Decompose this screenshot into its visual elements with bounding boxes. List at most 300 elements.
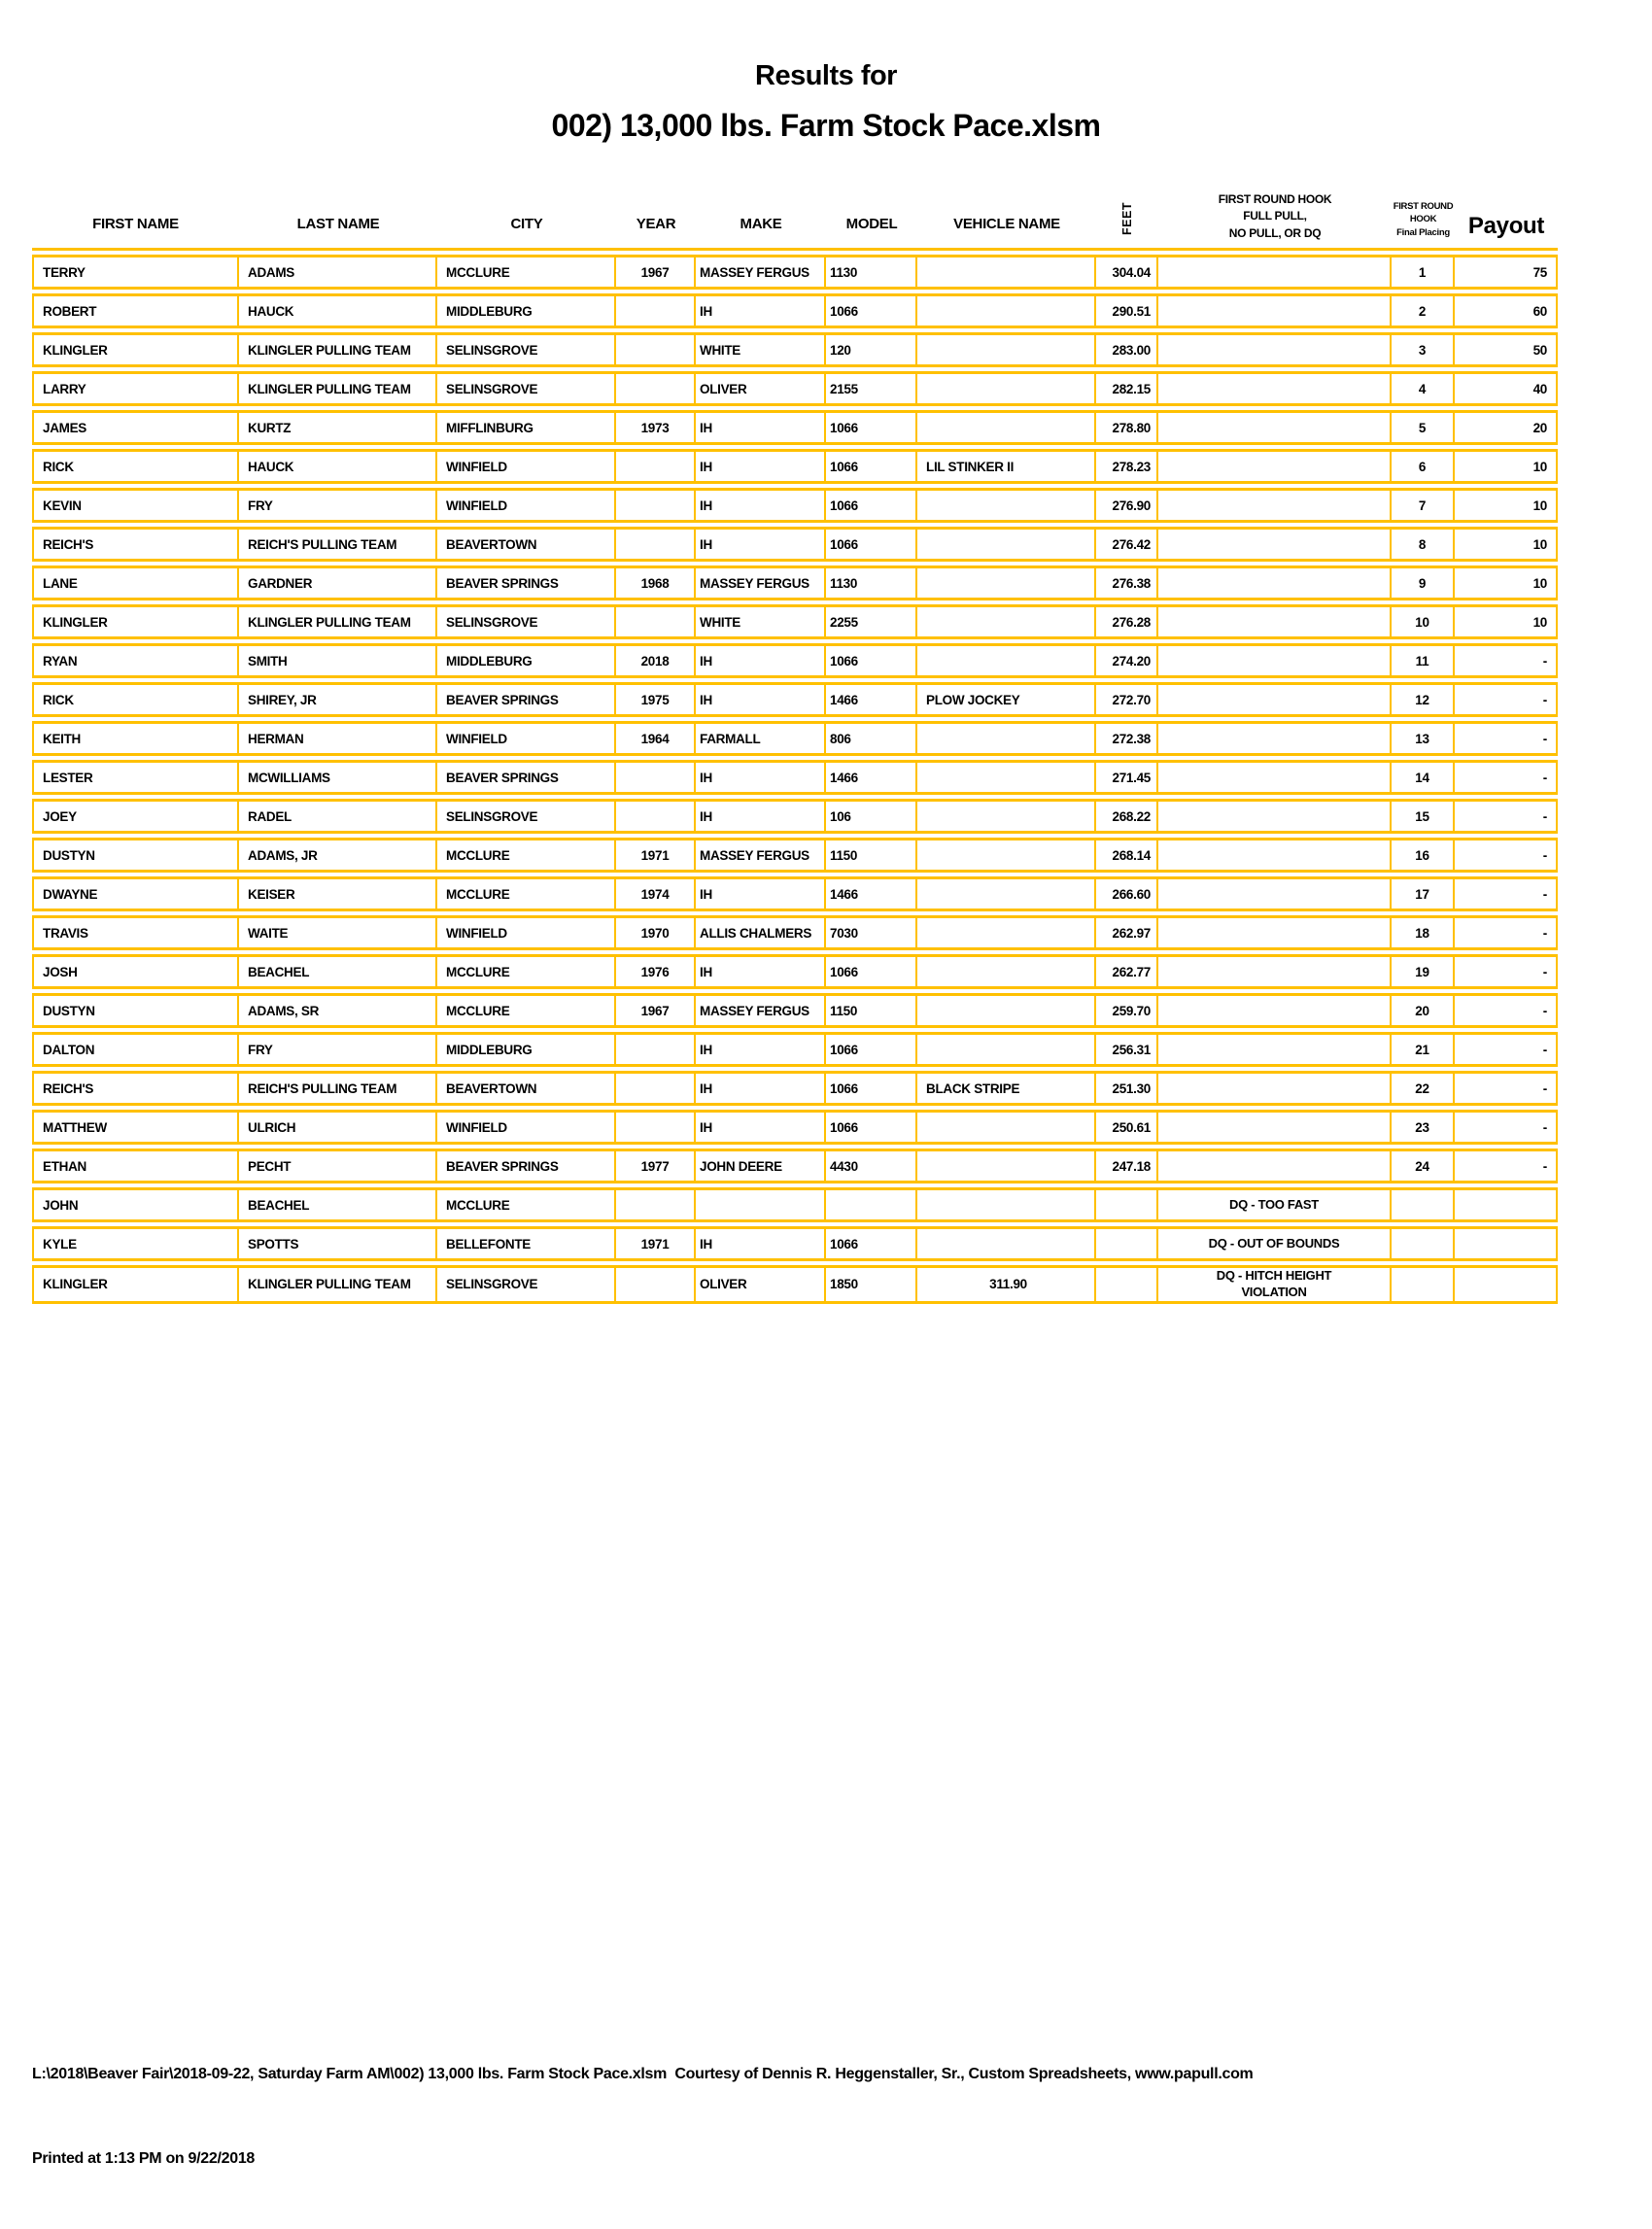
cell-model: 1850: [826, 1265, 917, 1304]
header-last-name: LAST NAME: [239, 148, 437, 251]
cell-placing: 6: [1392, 449, 1455, 484]
title-block: [0, 60, 1652, 144]
cell-first-name: RICK: [32, 682, 239, 717]
cell-hook-result: [1158, 1071, 1392, 1106]
cell-make: MASSEY FERGUS: [696, 255, 826, 290]
cell-placing: 2: [1392, 293, 1455, 328]
cell-payout: -: [1455, 1032, 1558, 1067]
cell-last-name: RADEL: [239, 799, 437, 834]
cell-payout: 50: [1455, 332, 1558, 367]
cell-payout: -: [1455, 799, 1558, 834]
cell-make: IH: [696, 876, 826, 911]
cell-feet: [1096, 1187, 1158, 1222]
cell-year: 1964: [616, 721, 696, 756]
cell-make: OLIVER: [696, 371, 826, 406]
cell-last-name: SPOTTS: [239, 1226, 437, 1261]
cell-city: MIDDLEBURG: [437, 293, 616, 328]
header-row: [32, 148, 1558, 251]
cell-city: WINFIELD: [437, 1110, 616, 1145]
table-row: [32, 760, 1558, 795]
cell-make: WHITE: [696, 332, 826, 367]
cell-first-name: ROBERT: [32, 293, 239, 328]
cell-placing: 19: [1392, 954, 1455, 989]
cell-year: 1974: [616, 876, 696, 911]
cell-last-name: ULRICH: [239, 1110, 437, 1145]
cell-year: 1970: [616, 915, 696, 950]
cell-hook-result: [1158, 643, 1392, 678]
header-hook-result: [1158, 148, 1392, 251]
table-row: [32, 1110, 1558, 1145]
cell-feet: 250.61: [1096, 1110, 1158, 1145]
cell-payout: -: [1455, 915, 1558, 950]
cell-make: MASSEY FERGUS: [696, 838, 826, 873]
cell-vehicle-name: [917, 721, 1096, 756]
cell-make: WHITE: [696, 604, 826, 639]
cell-vehicle-name: [917, 332, 1096, 367]
cell-year: [616, 488, 696, 523]
cell-hook-result: [1158, 876, 1392, 911]
cell-city: MCCLURE: [437, 1187, 616, 1222]
cell-model: 1066: [826, 1071, 917, 1106]
cell-last-name: MCWILLIAMS: [239, 760, 437, 795]
cell-model: 1066: [826, 527, 917, 562]
cell-feet: [1096, 1265, 1158, 1304]
table-row: [32, 915, 1558, 950]
table-row: [32, 954, 1558, 989]
cell-model: 2155: [826, 371, 917, 406]
cell-hook-result: [1158, 993, 1392, 1028]
table-row: [32, 1149, 1558, 1183]
cell-payout: -: [1455, 682, 1558, 717]
cell-hook-result: [1158, 721, 1392, 756]
cell-feet: 268.22: [1096, 799, 1158, 834]
cell-model: 1066: [826, 293, 917, 328]
cell-make: MASSEY FERGUS: [696, 993, 826, 1028]
cell-vehicle-name: [917, 527, 1096, 562]
table-row: [32, 682, 1558, 717]
cell-first-name: REICH'S: [32, 1071, 239, 1106]
cell-model: 1066: [826, 643, 917, 678]
table-row: [32, 255, 1558, 290]
cell-city: SELINSGROVE: [437, 371, 616, 406]
hook-result-text: DQ - OUT OF BOUNDS: [1208, 1235, 1340, 1251]
cell-payout: 40: [1455, 371, 1558, 406]
table-row: [32, 1265, 1558, 1304]
cell-last-name: HAUCK: [239, 293, 437, 328]
cell-city: WINFIELD: [437, 488, 616, 523]
cell-city: BEAVER SPRINGS: [437, 566, 616, 600]
header-city: CITY: [437, 148, 616, 251]
cell-vehicle-name: [917, 915, 1096, 950]
cell-model: 1066: [826, 1110, 917, 1145]
cell-feet: 282.15: [1096, 371, 1158, 406]
cell-make: IH: [696, 1110, 826, 1145]
cell-feet: 276.28: [1096, 604, 1158, 639]
table-row: [32, 721, 1558, 756]
table-row: [32, 1071, 1558, 1106]
cell-vehicle-name: [917, 838, 1096, 873]
cell-city: MCCLURE: [437, 838, 616, 873]
hook-result-text: DQ - TOO FAST: [1229, 1196, 1319, 1212]
cell-make: [696, 1187, 826, 1222]
header-model: MODEL: [826, 148, 917, 251]
cell-year: [616, 1110, 696, 1145]
cell-first-name: KEITH: [32, 721, 239, 756]
cell-year: 1967: [616, 993, 696, 1028]
table-row: [32, 527, 1558, 562]
cell-year: 1973: [616, 410, 696, 445]
cell-feet: 278.80: [1096, 410, 1158, 445]
cell-year: [616, 1187, 696, 1222]
cell-placing: 10: [1392, 604, 1455, 639]
cell-model: 1066: [826, 410, 917, 445]
footer: [32, 2004, 1254, 2229]
cell-vehicle-name: [917, 410, 1096, 445]
table-row: [32, 1187, 1558, 1222]
cell-feet: 274.20: [1096, 643, 1158, 678]
table-row: [32, 838, 1558, 873]
cell-make: IH: [696, 760, 826, 795]
cell-vehicle-name: [917, 371, 1096, 406]
cell-feet: 259.70: [1096, 993, 1158, 1028]
cell-payout: -: [1455, 721, 1558, 756]
cell-first-name: RYAN: [32, 643, 239, 678]
cell-hook-result: [1158, 255, 1392, 290]
cell-placing: 12: [1392, 682, 1455, 717]
cell-model: 1130: [826, 566, 917, 600]
cell-year: 1968: [616, 566, 696, 600]
cell-city: WINFIELD: [437, 721, 616, 756]
cell-hook-result: [1158, 1032, 1392, 1067]
cell-hook-result: [1158, 1149, 1392, 1183]
cell-first-name: RICK: [32, 449, 239, 484]
cell-hook-result: [1158, 293, 1392, 328]
cell-first-name: JOSH: [32, 954, 239, 989]
cell-first-name: DWAYNE: [32, 876, 239, 911]
cell-city: MCCLURE: [437, 255, 616, 290]
cell-feet: [1096, 1226, 1158, 1261]
table-row: [32, 371, 1558, 406]
cell-hook-result: [1158, 371, 1392, 406]
cell-model: 1466: [826, 760, 917, 795]
cell-model: 1066: [826, 1226, 917, 1261]
cell-last-name: FRY: [239, 1032, 437, 1067]
cell-model: 1466: [826, 682, 917, 717]
cell-hook-result: [1158, 915, 1392, 950]
cell-last-name: KEISER: [239, 876, 437, 911]
cell-make: OLIVER: [696, 1265, 826, 1304]
header-vehicle-name: VEHICLE NAME: [917, 148, 1096, 251]
page-title: Results for: [755, 60, 897, 91]
cell-make: IH: [696, 293, 826, 328]
cell-vehicle-name: [917, 1110, 1096, 1145]
table-row: [32, 449, 1558, 484]
cell-year: 1971: [616, 838, 696, 873]
cell-feet: 262.97: [1096, 915, 1158, 950]
cell-placing: 17: [1392, 876, 1455, 911]
cell-year: [616, 1265, 696, 1304]
cell-make: ALLIS CHALMERS: [696, 915, 826, 950]
cell-payout: 60: [1455, 293, 1558, 328]
cell-year: [616, 293, 696, 328]
cell-payout: [1455, 1226, 1558, 1261]
cell-city: BEAVERTOWN: [437, 1071, 616, 1106]
cell-placing: 8: [1392, 527, 1455, 562]
cell-hook-result: [1158, 604, 1392, 639]
cell-city: BEAVER SPRINGS: [437, 760, 616, 795]
cell-first-name: JOEY: [32, 799, 239, 834]
cell-hook-result: [1158, 449, 1392, 484]
cell-payout: -: [1455, 1071, 1558, 1106]
cell-year: 1967: [616, 255, 696, 290]
cell-first-name: REICH'S: [32, 527, 239, 562]
cell-placing: 23: [1392, 1110, 1455, 1145]
cell-make: FARMALL: [696, 721, 826, 756]
cell-placing: 13: [1392, 721, 1455, 756]
cell-make: JOHN DEERE: [696, 1149, 826, 1183]
cell-first-name: LANE: [32, 566, 239, 600]
cell-last-name: BEACHEL: [239, 1187, 437, 1222]
cell-hook-result: [1158, 1187, 1392, 1222]
cell-payout: -: [1455, 876, 1558, 911]
cell-last-name: ADAMS: [239, 255, 437, 290]
placing-header-line3: Final Placing: [1396, 227, 1450, 239]
cell-vehicle-name: [917, 488, 1096, 523]
cell-model: 120: [826, 332, 917, 367]
cell-hook-result: [1158, 566, 1392, 600]
cell-make: IH: [696, 799, 826, 834]
cell-city: SELINSGROVE: [437, 604, 616, 639]
footer-file-path: L:\2018\Beaver Fair\2018-09-22, Saturday Farm AM\002) 13,000 lbs. Farm Stock Pace.xlsm Courtesy of Dennis R. Heggenstaller, Sr., Custom Spreadsheets, www.papull.com: [32, 2066, 1254, 2082]
cell-first-name: JOHN: [32, 1187, 239, 1222]
cell-feet: 276.38: [1096, 566, 1158, 600]
cell-payout: 10: [1455, 449, 1558, 484]
cell-placing: 24: [1392, 1149, 1455, 1183]
cell-make: IH: [696, 527, 826, 562]
cell-make: IH: [696, 1071, 826, 1106]
cell-city: BEAVER SPRINGS: [437, 1149, 616, 1183]
cell-year: 1976: [616, 954, 696, 989]
cell-payout: -: [1455, 954, 1558, 989]
cell-model: 4430: [826, 1149, 917, 1183]
cell-vehicle-name: [917, 1226, 1096, 1261]
cell-placing: [1392, 1226, 1455, 1261]
cell-make: IH: [696, 1032, 826, 1067]
cell-model: 106: [826, 799, 917, 834]
cell-city: SELINSGROVE: [437, 332, 616, 367]
cell-first-name: TERRY: [32, 255, 239, 290]
cell-model: 806: [826, 721, 917, 756]
cell-year: [616, 799, 696, 834]
cell-payout: 75: [1455, 255, 1558, 290]
table-row: [32, 799, 1558, 834]
table-row: [32, 604, 1558, 639]
cell-payout: 10: [1455, 604, 1558, 639]
cell-hook-result: [1158, 488, 1392, 523]
header-first-name: FIRST NAME: [32, 148, 239, 251]
cell-model: 1130: [826, 255, 917, 290]
cell-placing: 5: [1392, 410, 1455, 445]
header-year: YEAR: [616, 148, 696, 251]
cell-placing: 20: [1392, 993, 1455, 1028]
cell-year: [616, 604, 696, 639]
cell-hook-result: [1158, 760, 1392, 795]
cell-vehicle-name: [917, 643, 1096, 678]
cell-payout: 10: [1455, 566, 1558, 600]
cell-placing: 11: [1392, 643, 1455, 678]
cell-last-name: REICH'S PULLING TEAM: [239, 1071, 437, 1106]
cell-year: [616, 527, 696, 562]
cell-placing: 3: [1392, 332, 1455, 367]
cell-city: MCCLURE: [437, 993, 616, 1028]
cell-hook-result: [1158, 410, 1392, 445]
cell-feet: 272.70: [1096, 682, 1158, 717]
cell-vehicle-name: [917, 1032, 1096, 1067]
cell-first-name: DALTON: [32, 1032, 239, 1067]
cell-vehicle-name: LIL STINKER II: [917, 449, 1096, 484]
cell-first-name: KYLE: [32, 1226, 239, 1261]
cell-first-name: DUSTYN: [32, 838, 239, 873]
feet-rotated-label: FEET: [1119, 201, 1134, 235]
cell-first-name: KLINGLER: [32, 332, 239, 367]
cell-city: BEAVER SPRINGS: [437, 682, 616, 717]
cell-payout: 10: [1455, 527, 1558, 562]
table-row: [32, 410, 1558, 445]
cell-hook-result: [1158, 332, 1392, 367]
cell-make: IH: [696, 682, 826, 717]
table-row: [32, 293, 1558, 328]
cell-last-name: HAUCK: [239, 449, 437, 484]
cell-placing: 9: [1392, 566, 1455, 600]
cell-vehicle-name: [917, 604, 1096, 639]
cell-model: 2255: [826, 604, 917, 639]
cell-vehicle-name: [917, 760, 1096, 795]
cell-placing: 22: [1392, 1071, 1455, 1106]
cell-city: BELLEFONTE: [437, 1226, 616, 1261]
cell-first-name: KLINGLER: [32, 1265, 239, 1304]
header-make: MAKE: [696, 148, 826, 251]
cell-first-name: LARRY: [32, 371, 239, 406]
cell-payout: [1455, 1265, 1558, 1304]
cell-city: MCCLURE: [437, 876, 616, 911]
cell-make: IH: [696, 449, 826, 484]
cell-feet: 256.31: [1096, 1032, 1158, 1067]
cell-model: 1466: [826, 876, 917, 911]
cell-city: MIDDLEBURG: [437, 1032, 616, 1067]
cell-hook-result: [1158, 527, 1392, 562]
cell-vehicle-name: 311.90: [917, 1265, 1096, 1304]
cell-last-name: REICH'S PULLING TEAM: [239, 527, 437, 562]
cell-last-name: SMITH: [239, 643, 437, 678]
cell-placing: [1392, 1187, 1455, 1222]
cell-city: MCCLURE: [437, 954, 616, 989]
cell-vehicle-name: [917, 293, 1096, 328]
cell-make: IH: [696, 643, 826, 678]
cell-vehicle-name: [917, 255, 1096, 290]
cell-hook-result: [1158, 682, 1392, 717]
cell-first-name: MATTHEW: [32, 1110, 239, 1145]
cell-last-name: GARDNER: [239, 566, 437, 600]
cell-first-name: KEVIN: [32, 488, 239, 523]
cell-city: SELINSGROVE: [437, 1265, 616, 1304]
cell-placing: 7: [1392, 488, 1455, 523]
cell-hook-result: [1158, 1265, 1392, 1304]
footer-printed-line: Printed at 1:13 PM on 9/22/2018: [32, 2150, 256, 2167]
cell-last-name: ADAMS, SR: [239, 993, 437, 1028]
cell-first-name: ETHAN: [32, 1149, 239, 1183]
cell-make: IH: [696, 410, 826, 445]
cell-year: [616, 760, 696, 795]
cell-vehicle-name: [917, 876, 1096, 911]
cell-placing: 16: [1392, 838, 1455, 873]
cell-feet: 251.30: [1096, 1071, 1158, 1106]
cell-make: IH: [696, 954, 826, 989]
cell-make: MASSEY FERGUS: [696, 566, 826, 600]
cell-last-name: PECHT: [239, 1149, 437, 1183]
table-row: [32, 488, 1558, 523]
cell-payout: [1455, 1187, 1558, 1222]
cell-first-name: LESTER: [32, 760, 239, 795]
cell-last-name: BEACHEL: [239, 954, 437, 989]
cell-first-name: JAMES: [32, 410, 239, 445]
table-row: [32, 1226, 1558, 1261]
cell-payout: -: [1455, 838, 1558, 873]
cell-feet: 271.45: [1096, 760, 1158, 795]
cell-last-name: KURTZ: [239, 410, 437, 445]
cell-feet: 266.60: [1096, 876, 1158, 911]
cell-vehicle-name: [917, 1149, 1096, 1183]
cell-model: 7030: [826, 915, 917, 950]
cell-city: WINFIELD: [437, 449, 616, 484]
cell-model: 1066: [826, 488, 917, 523]
cell-feet: 290.51: [1096, 293, 1158, 328]
cell-payout: 10: [1455, 488, 1558, 523]
cell-placing: 14: [1392, 760, 1455, 795]
cell-feet: 247.18: [1096, 1149, 1158, 1183]
cell-feet: 262.77: [1096, 954, 1158, 989]
cell-make: IH: [696, 488, 826, 523]
table-row: [32, 1032, 1558, 1067]
cell-feet: 276.42: [1096, 527, 1158, 562]
cell-feet: 272.38: [1096, 721, 1158, 756]
page-subtitle: 002) 13,000 lbs. Farm Stock Pace.xlsm: [551, 108, 1101, 143]
cell-payout: 20: [1455, 410, 1558, 445]
hook-header-line3: NO PULL, OR DQ: [1228, 225, 1322, 240]
cell-feet: 304.04: [1096, 255, 1158, 290]
cell-feet: 278.23: [1096, 449, 1158, 484]
cell-vehicle-name: [917, 1187, 1096, 1222]
cell-hook-result: [1158, 954, 1392, 989]
cell-placing: 21: [1392, 1032, 1455, 1067]
cell-year: 1975: [616, 682, 696, 717]
cell-hook-result: [1158, 1110, 1392, 1145]
cell-year: [616, 332, 696, 367]
cell-hook-result: [1158, 799, 1392, 834]
cell-last-name: SHIREY, JR: [239, 682, 437, 717]
cell-first-name: TRAVIS: [32, 915, 239, 950]
cell-year: [616, 371, 696, 406]
cell-payout: -: [1455, 993, 1558, 1028]
cell-last-name: ADAMS, JR: [239, 838, 437, 873]
cell-year: 2018: [616, 643, 696, 678]
header-payout: Payout: [1455, 148, 1558, 251]
cell-model: 1066: [826, 449, 917, 484]
cell-model: 1066: [826, 954, 917, 989]
cell-payout: -: [1455, 1149, 1558, 1183]
cell-year: 1977: [616, 1149, 696, 1183]
cell-last-name: KLINGLER PULLING TEAM: [239, 604, 437, 639]
cell-last-name: FRY: [239, 488, 437, 523]
